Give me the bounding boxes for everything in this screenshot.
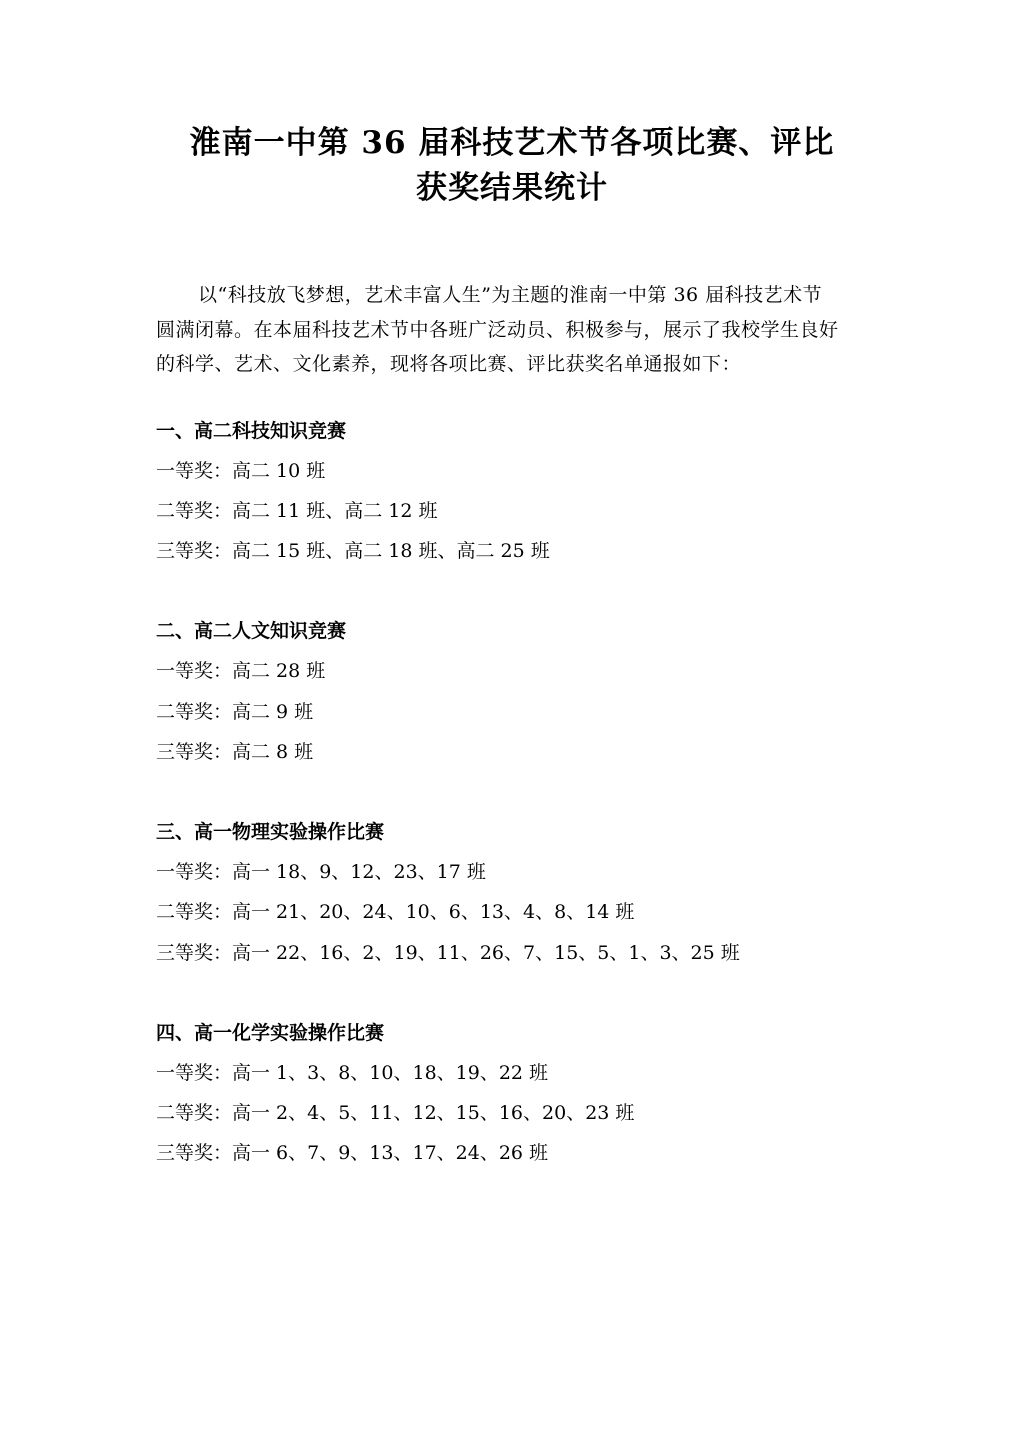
page-subtitle: 获奖结果统计	[416, 170, 608, 206]
intro-paragraph-line: 以“科技放飞梦想，艺术丰富人生”为主题的淮南一中第 36 届科技艺术节	[198, 284, 823, 306]
second-prize-line: 二等奖：高一 21、20、24、10、6、13、4、8、14 班	[156, 901, 635, 923]
intro-paragraph-line: 的科学、艺术、文化素养，现将各项比赛、评比获奖名单通报如下：	[156, 353, 742, 375]
first-prize-line: 一等奖：高二 28 班	[156, 660, 326, 682]
third-prize-line: 三等奖：高一 22、16、2、19、11、26、7、15、5、1、3、25 班	[156, 942, 740, 964]
first-prize-line: 一等奖：高一 1、3、8、10、18、19、22 班	[156, 1062, 549, 1084]
third-prize-line: 三等奖：高二 15 班、高二 18 班、高二 25 班	[156, 540, 550, 562]
intro-paragraph-line: 圆满闭幕。在本届科技艺术节中各班广泛动员、积极参与，展示了我校学生良好	[156, 319, 839, 341]
section-heading: 三、高一物理实验操作比赛	[156, 821, 385, 843]
third-prize-line: 三等奖：高一 6、7、9、13、17、24、26 班	[156, 1142, 549, 1164]
section-heading: 二、高二人文知识竞赛	[156, 620, 347, 642]
third-prize-line: 三等奖：高二 8 班	[156, 741, 314, 763]
first-prize-line: 一等奖：高一 18、9、12、23、17 班	[156, 861, 486, 883]
second-prize-line: 二等奖：高一 2、4、5、11、12、15、16、20、23 班	[156, 1102, 635, 1124]
section-heading: 四、高一化学实验操作比赛	[156, 1022, 385, 1044]
page-title: 淮南一中第 36 届科技艺术节各项比赛、评比	[189, 125, 835, 161]
first-prize-line: 一等奖：高二 10 班	[156, 460, 326, 482]
section-heading: 一、高二科技知识竞赛	[156, 420, 347, 442]
second-prize-line: 二等奖：高二 9 班	[156, 701, 314, 723]
second-prize-line: 二等奖：高二 11 班、高二 12 班	[156, 500, 438, 522]
